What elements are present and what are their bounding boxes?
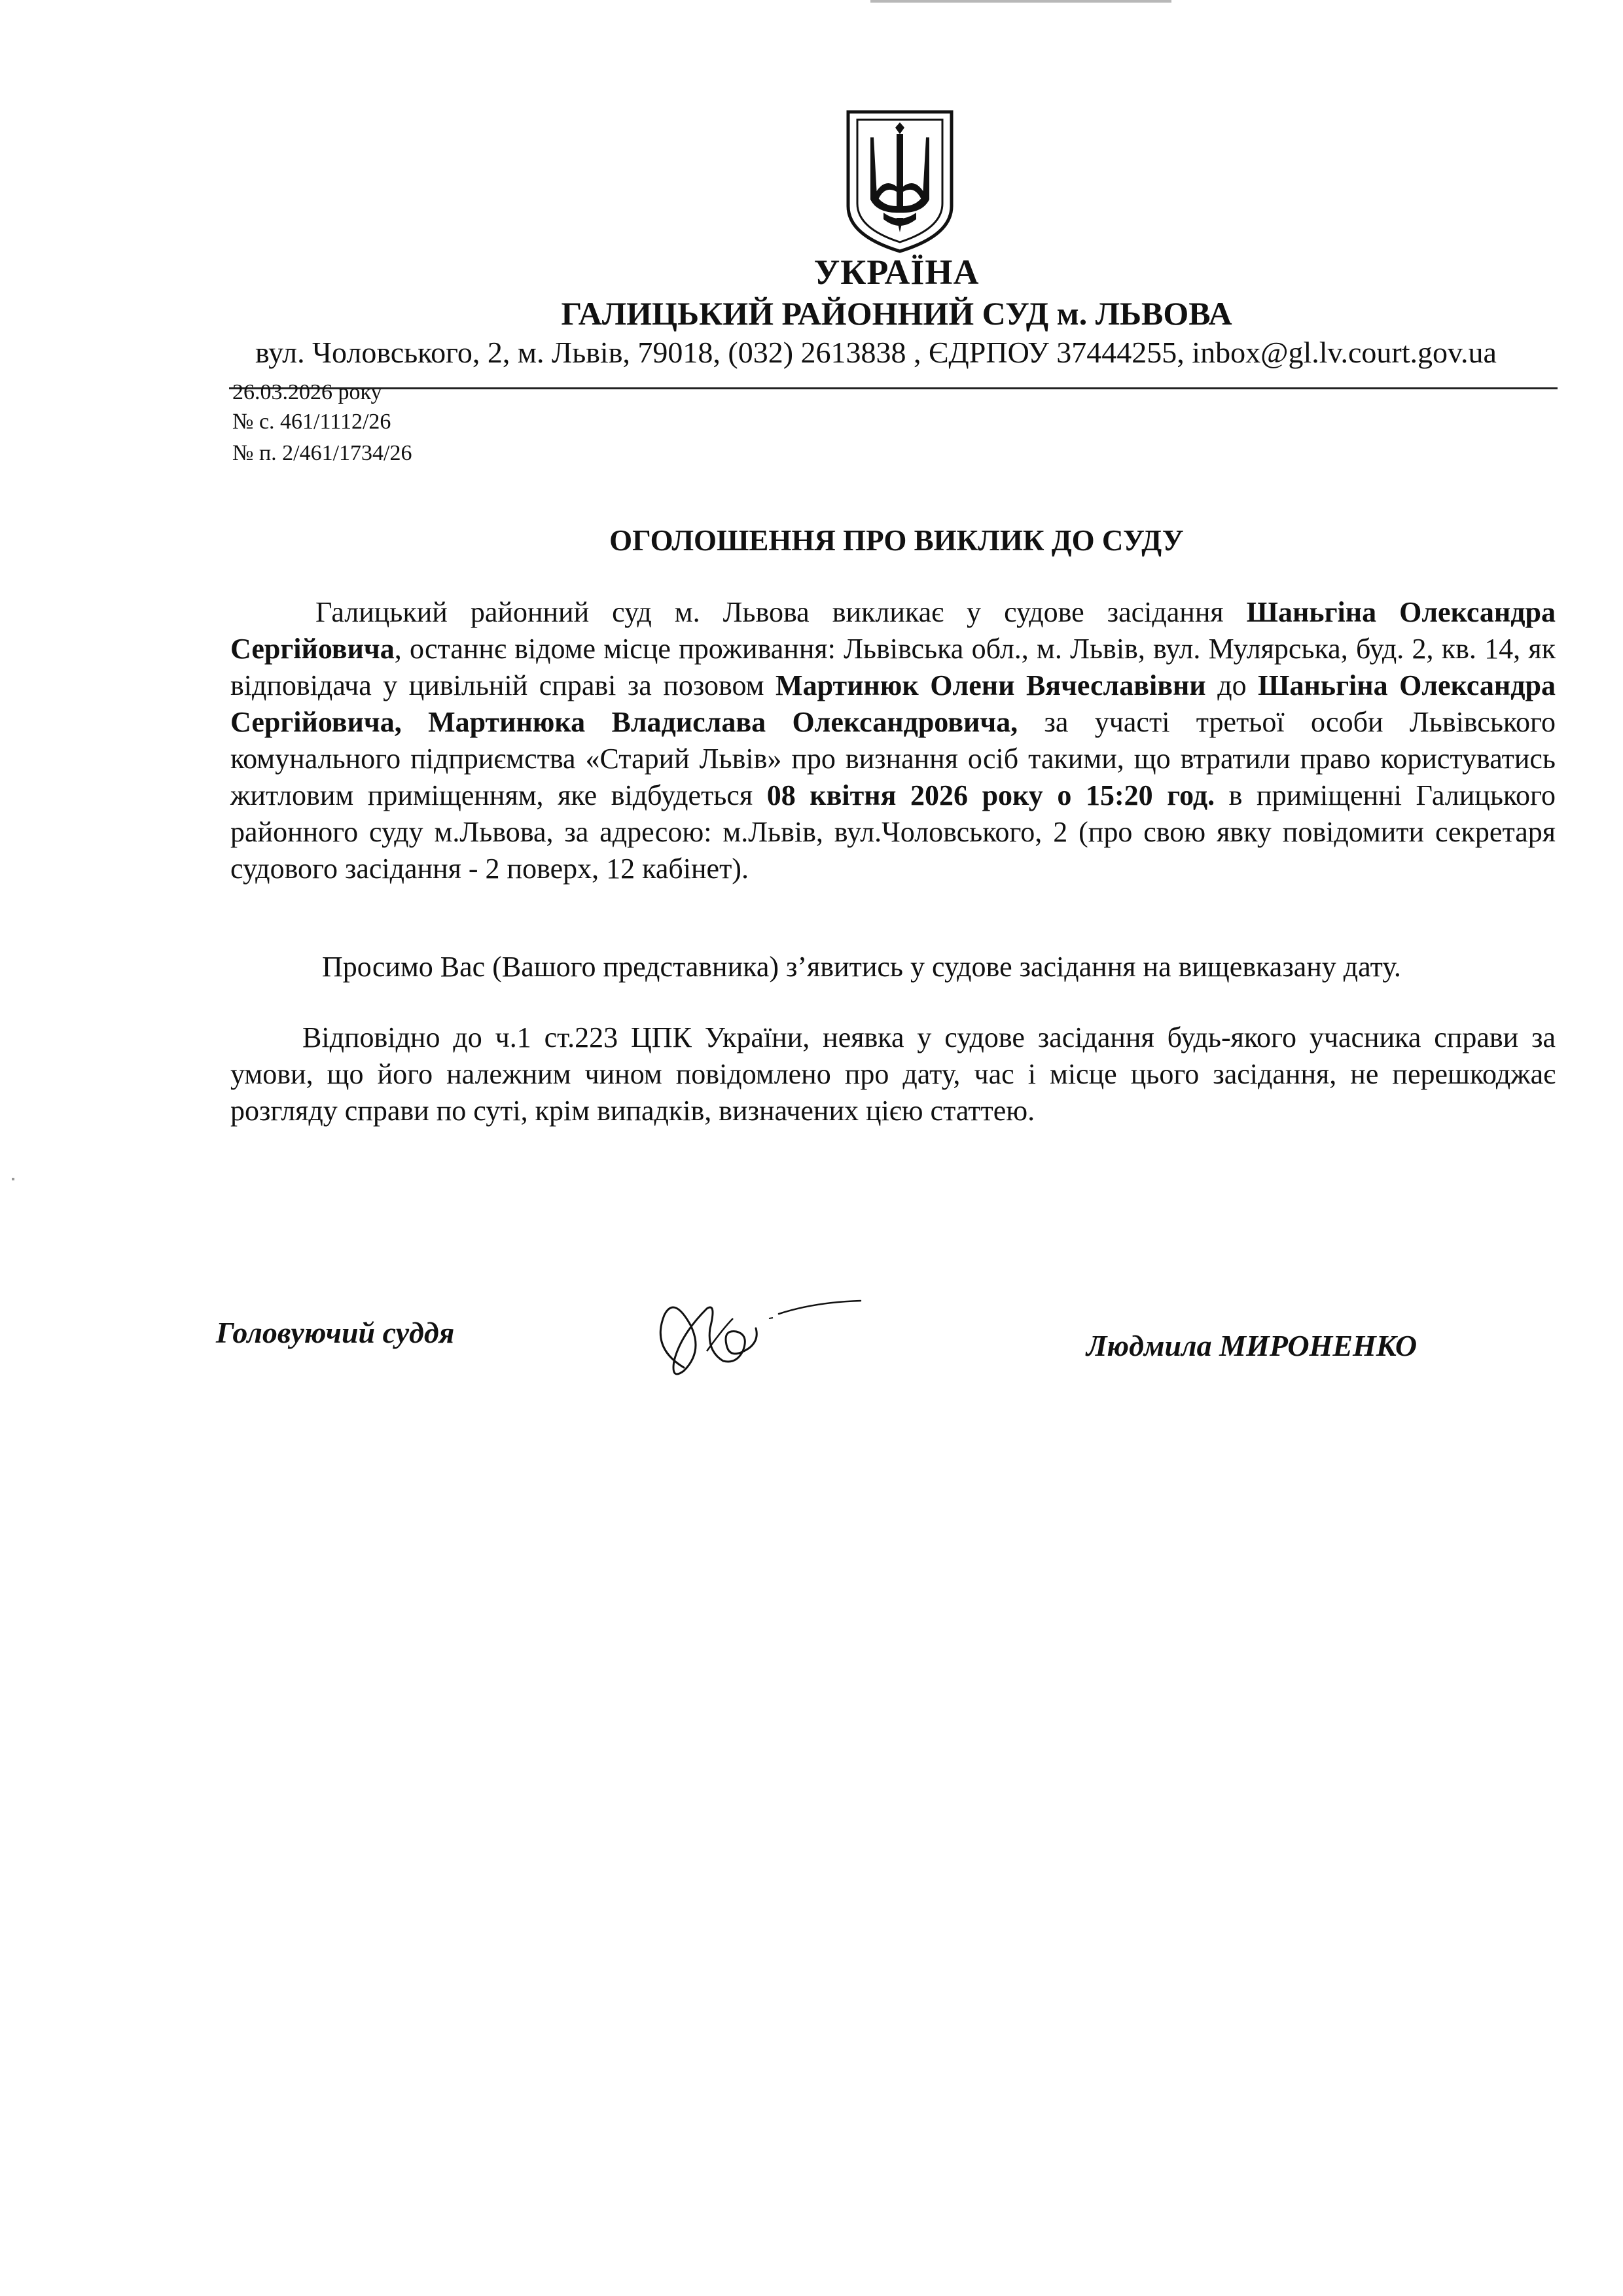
document-title: ОГОЛОШЕННЯ ПРО ВИКЛИК ДО СУДУ: [609, 524, 1184, 557]
p1-text-1: Галицький районний суд м. Львова викликає у судове засідання: [315, 596, 1247, 628]
scan-artifact-dot: [12, 1178, 14, 1180]
p1-text-4: за участі третьої особи Львівського комунального підприємства «Старий Львів» про визнання осіб такими, що втратили право користуватись житловим приміщенням, яке відбудеться: [230, 706, 1556, 811]
p1-text-2: , останнє відоме місце проживання: Львівська обл., м. Львів, вул. Мулярська, буд. 2, кв. 14, як відповідача у цивільній справі за позовом: [230, 633, 1556, 701]
header-court-name: ГАЛИЦЬКИЙ РАЙОННИЙ СУД м. ЛЬВОВА: [561, 295, 1232, 332]
scan-artifact-line: [870, 0, 1171, 3]
p1-text-5: в приміщенні Галицького районного суду м.Львова, за адресою: м.Львів, вул.Чоловського, 2 (про свою явку повідомити секретаря судового засідання - 2 поверх, 12 кабінет).: [230, 779, 1556, 885]
header-country: УКРАЇНА: [813, 253, 980, 292]
paragraph-summons: [230, 594, 1556, 887]
coat-of-arms-icon: [844, 108, 955, 255]
case-number: № с. 461/1112/26: [232, 410, 391, 434]
p1-text-3: до: [1205, 669, 1258, 701]
defendant-name: Шаньгіна Олександра Сергійовича: [230, 596, 1556, 665]
proceeding-number: № п. 2/461/1734/26: [232, 441, 412, 465]
paragraph-request: Просимо Вас (Вашого представника) з’явитись у судове засідання на вищевказану дату.: [322, 951, 1401, 983]
signatory-role: Головуючий суддя: [216, 1316, 455, 1349]
hearing-datetime: 08 квітня 2026 року о 15:20 год.: [766, 779, 1215, 811]
header-address: вул. Чоловського, 2, м. Львів, 79018, (032) 2613838 , ЄДРПОУ 37444255, inbox@gl.lv.court.gov.ua: [255, 336, 1497, 369]
document-date: 26.03.2026 року: [232, 380, 382, 404]
header-divider: [229, 387, 1558, 389]
plaintiff-name: Мартинюк Олени Вячеславівни: [776, 669, 1206, 701]
paragraph-legal-notice: Відповідно до ч.1 ст.223 ЦПК України, неявка у судове засідання будь-якого учасника справи за умови, що його належним чином повідомлено про дату, час і місце цього засідання, не перешкоджає розгляду справи по суті, крім випадків, визначених цією статтею.: [230, 1021, 1556, 1127]
judge-name: Людмила МИРОНЕНКО: [1086, 1329, 1418, 1362]
defendants-names: Шаньгіна Олександра Сергійовича, Мартинюка Владислава Олександровича,: [230, 669, 1556, 738]
handwritten-signature: [645, 1289, 870, 1387]
